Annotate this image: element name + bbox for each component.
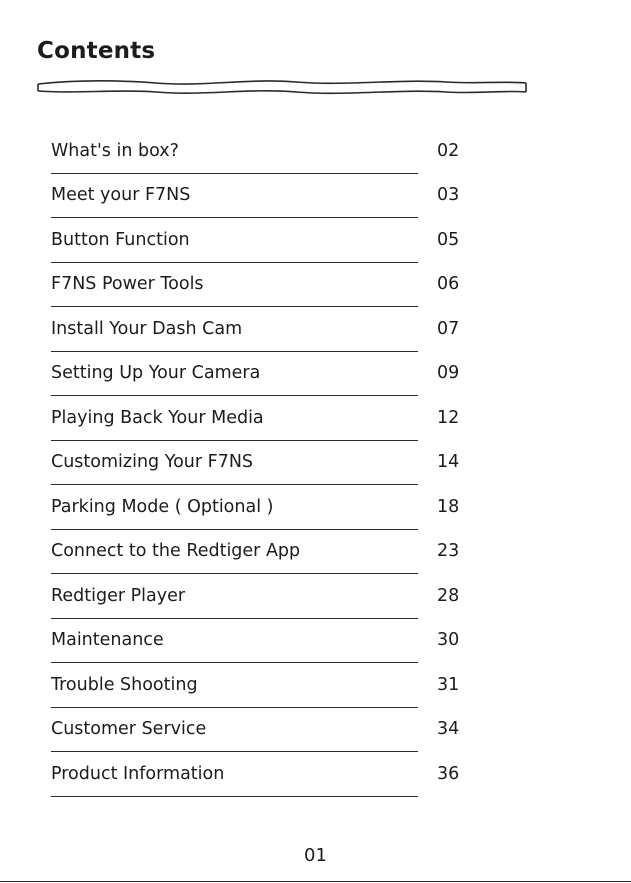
toc-entry-9[interactable] [51,485,461,530]
toc-entry-6[interactable] [51,352,461,397]
toc-entry-title: Meet your F7NS [51,185,191,205]
toc-entry-title: Playing Back Your Media [51,407,264,428]
toc-entry-page-number: 05 [437,229,460,250]
toc-entry-page-number: 09 [437,363,460,383]
toc-entry-title: Redtiger Player [51,585,186,606]
table-of-contents [51,129,461,797]
page-bottom-border [0,881,631,882]
toc-entry-title: Install Your Dash Cam [51,318,243,339]
toc-entry-page-number: 02 [437,140,460,161]
toc-entry-page-number: 03 [437,185,460,205]
toc-entry-title: Connect to the Redtiger App [51,541,301,561]
toc-entry-title: Customer Service [51,719,207,739]
toc-entry-4[interactable] [51,263,461,308]
toc-entry-title: Maintenance [51,630,164,650]
toc-entry-page-number: 28 [437,585,460,606]
toc-entry-title: What's in box? [51,140,179,161]
toc-entry-page-number: 07 [437,318,460,339]
toc-entry-title: Trouble Shooting [51,674,198,695]
toc-entry-8[interactable] [51,441,461,486]
toc-entry-10[interactable] [51,530,461,575]
toc-entry-page-number: 34 [437,719,460,739]
toc-entry-13[interactable] [51,663,461,708]
toc-entry-page-number: 14 [437,452,460,472]
page-number: 01 [304,845,327,866]
toc-entry-14[interactable] [51,708,461,753]
toc-entry-1[interactable] [51,129,461,174]
toc-entry-title: Parking Mode ( Optional ) [51,496,274,517]
toc-entry-title: Setting Up Your Camera [51,363,261,383]
toc-entry-title: Button Function [51,229,190,250]
toc-entry-page-number: 06 [437,274,460,294]
toc-entry-page-number: 12 [437,407,460,428]
toc-entry-page-number: 18 [437,496,460,517]
toc-entry-7[interactable] [51,396,461,441]
toc-entry-15[interactable] [51,752,461,797]
toc-entry-title: F7NS Power Tools [51,274,204,294]
toc-entry-page-number: 31 [437,674,460,695]
toc-entry-rule [51,796,418,797]
toc-entry-title: Product Information [51,763,225,784]
toc-entry-5[interactable] [51,307,461,352]
wavy-divider-bottom [38,91,526,93]
toc-entry-title: Customizing Your F7NS [51,452,254,472]
toc-entry-2[interactable] [51,174,461,219]
toc-entry-11[interactable] [51,574,461,619]
toc-entry-3[interactable] [51,218,461,263]
toc-entry-page-number: 30 [437,630,460,650]
toc-entry-12[interactable] [51,619,461,664]
toc-entry-page-number: 23 [437,541,460,561]
toc-entry-page-number: 36 [437,763,460,784]
page-title: Contents [37,38,156,64]
wavy-divider-top [38,81,526,84]
wavy-divider [36,77,528,99]
